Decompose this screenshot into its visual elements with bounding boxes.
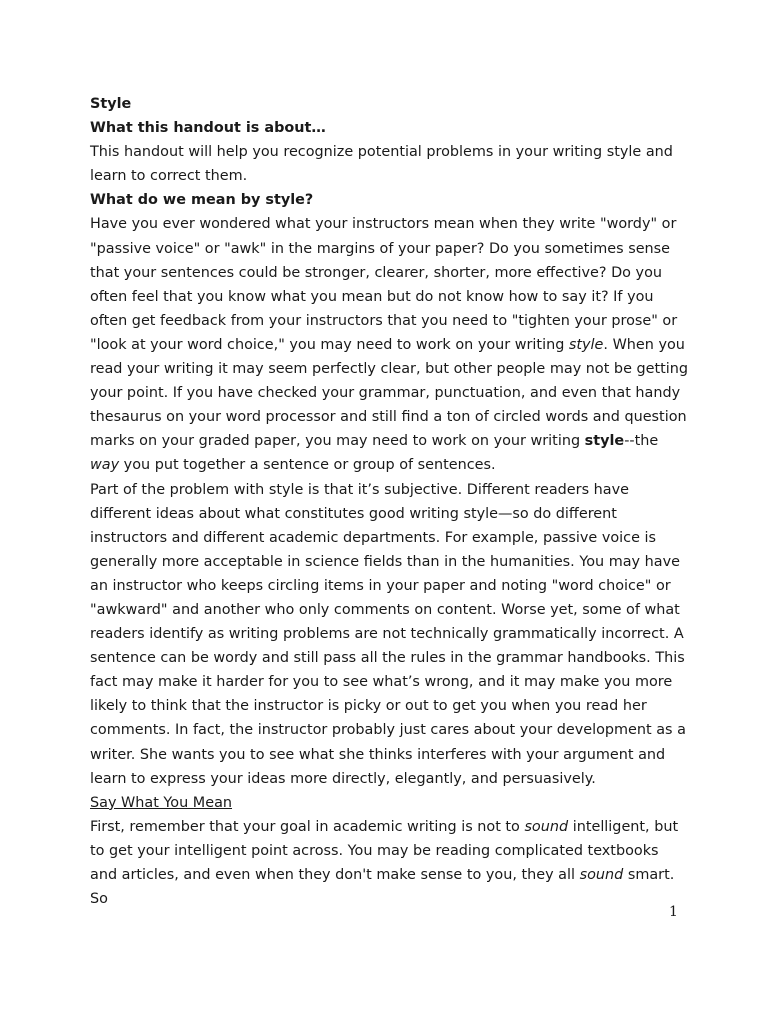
- style-bold: style: [584, 433, 625, 450]
- sound-emphasis-1: sound: [524, 818, 569, 835]
- document-body: [90, 92, 690, 911]
- heading-about: What this handout is about…: [90, 120, 326, 137]
- heading-style: What do we mean by style?: [90, 192, 314, 209]
- paragraph-3-text-b: intelligent, but to get your intelligent point across. You may be reading complicated textbooks and articles, and even when they don't make sense to you, they all: [90, 818, 679, 883]
- paragraph-1-text-d: you put together a sentence or group of sentences.: [119, 457, 496, 474]
- intro-paragraph: This handout will help you recognize potential problems in your writing style and learn to correct them.: [90, 144, 673, 185]
- document-title: Style: [90, 96, 132, 112]
- way-emphasis: way: [90, 457, 120, 474]
- paragraph-1-text-c: --the: [624, 433, 659, 450]
- paragraph-3-text-a: First, remember that your goal in academic writing is not to: [90, 818, 525, 835]
- paragraph-2: Part of the problem with style is that it’s subjective. Different readers have different ideas about what constitutes good writing style—so do different instructors and different academic departments. For example, passive voice is generally more acceptable in science fields than in the humanities. You may have an instructor who keeps circling items in your paper and noting "word choice" or "awkward" and another who only comments on content. Worse yet, some of what readers identify as writing problems are not technically grammatically incorrect. A sentence can be wordy and still pass all the rules in the grammar handbooks. This fact may make it harder for you to see what’s wrong, and it may make you more likely to think that the instructor is picky or out to get you when you read her comments. In fact, the instructor probably just cares about your development as a writer. She wants you to see what she thinks interferes with your argument and learn to express your ideas more directly, elegantly, and persuasively.: [90, 481, 686, 787]
- page-number: 1: [669, 904, 678, 920]
- style-emphasis: style: [568, 336, 604, 353]
- subheading-say-what-you-mean: Say What You Mean: [90, 794, 233, 811]
- paragraph-1: [90, 212, 690, 477]
- sound-emphasis-2: sound: [579, 867, 624, 883]
- paragraph-1-text-b: . When you read your writing it may seem perfectly clear, but other people may not be getting your point. If you have checked your grammar, punctuation, and even that handy thesaurus on your word processor and still find a ton of circled words and question marks on your graded paper, you may need to work on your writing: [90, 336, 689, 450]
- paragraph-3: [90, 815, 690, 911]
- paragraph-3-text-c: smart. So: [90, 867, 675, 908]
- paragraph-1-text-a: Have you ever wondered what your instructors mean when they write "wordy" or "passive voice" or "awk" in the margins of your paper? Do you sometimes sense that your sentences could be stronger, clearer, shorter, more effective? Do you often feel that you know what you mean but do not know how to say it? If you often get feedback from your instructors that you need to "tighten your prose" or "look at your word choice," you may need to work on your writing: [90, 216, 678, 353]
